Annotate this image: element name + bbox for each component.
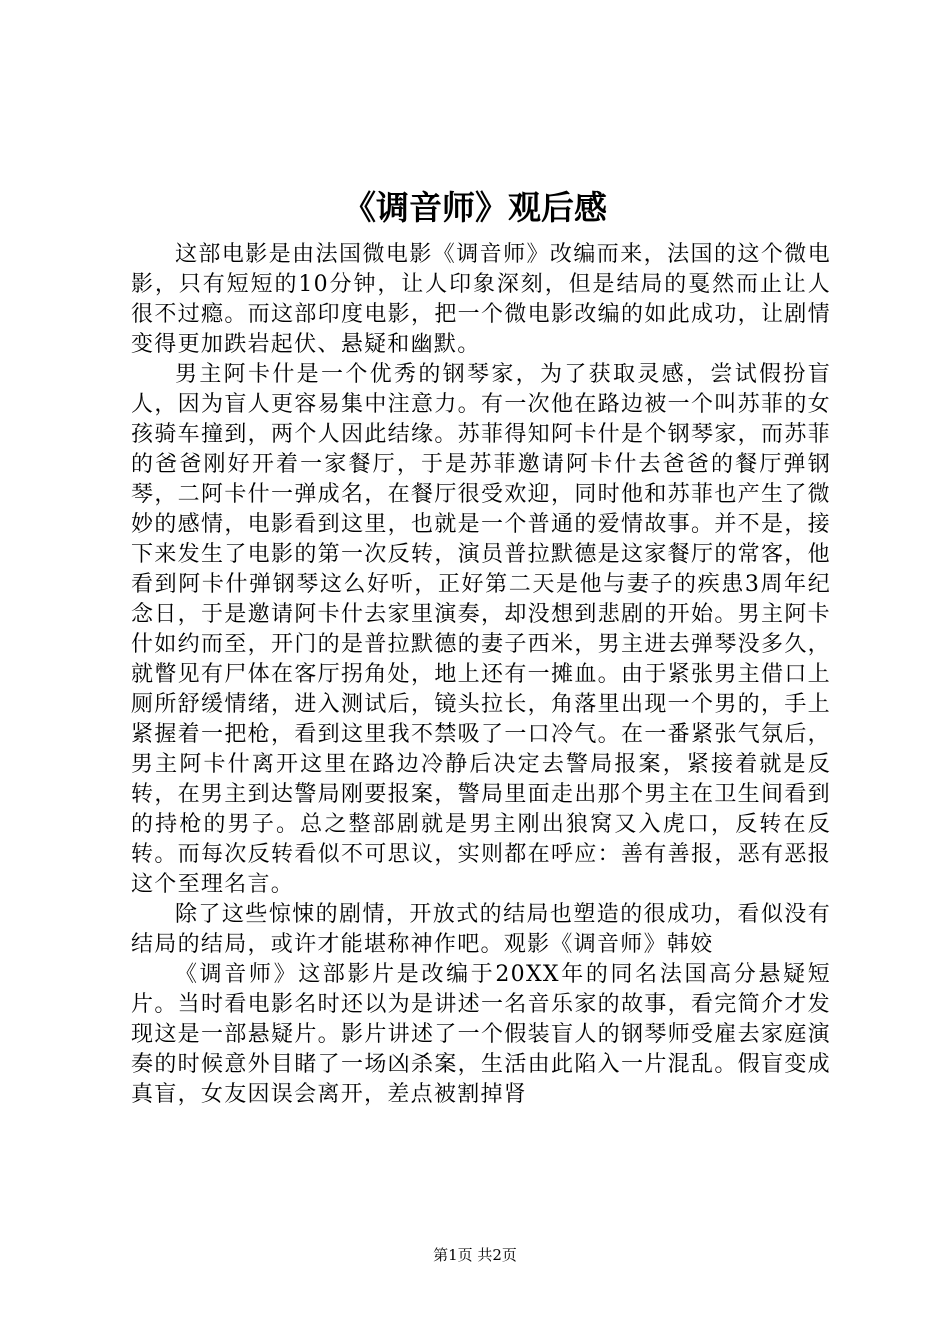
document-body [131, 240, 831, 1110]
paragraph-3: 除了这些惊悚的剧情，开放式的结局也塑造的很成功，看似没有结局的结局，或许才能堪称神作吧。观影《调音师》韩姣 [131, 902, 831, 957]
paragraph-1: 这部电影是由法国微电影《调音师》改编而来，法国的这个微电影，只有短短的10分钟，让人印象深刻，但是结局的戛然而止让人很不过瘾。而这部印度电影，把一个微电影改编的如此成功，让剧情变得更加跌岩起伏、悬疑和幽默。 [131, 242, 831, 357]
page-footer: 第1页 共2页 [433, 1246, 517, 1264]
paragraph-2: 男主阿卡什是一个优秀的钢琴家，为了获取灵感，尝试假扮盲人，因为盲人更容易集中注意力。有一次他在路边被一个叫苏菲的女孩骑车撞到，两个人因此结缘。苏菲得知阿卡什是个钢琴家，而苏菲的爸爸刚好开着一家餐厅，于是苏菲邀请阿卡什去爸爸的餐厅弹钢琴，二阿卡什一弹成名，在餐厅很受欢迎，同时他和苏菲也产生了微妙的感情，电影看到这里，也就是一个普通的爱情故事。并不是，接下来发生了电影的第一次反转，演员普拉默德是这家餐厅的常客，他看到阿卡什弹钢琴这么好听，正好第二天是他与妻子的疾患3周年纪念日，于是邀请阿卡什去家里演奏，却没想到悲剧的开始。男主阿卡什如约而至，开门的是普拉默德的妻子西米，男主进去弹琴没多久，就瞥见有尸体在客厅拐角处，地上还有一摊血。由于紧张男主借口上厕所舒缓情绪，进入测试后，镜头拉长，角落里出现一个男的，手上紧握着一把枪，看到这里我不禁吸了一口冷气。在一番紧张气氛后，男主阿卡什离开这里在路边冷静后决定去警局报案，紧接着就是反转，在男主到达警局刚要报案，警局里面走出那个男主在卫生间看到的持枪的男子。总之整部剧就是男主刚出狼窝又入虎口，反转在反转。而每次反转看似不可思议，实则都在呼应：善有善报，恶有恶报这个至理名言。 [131, 362, 831, 897]
paragraph-4: 《调音师》这部影片是改编于20XX年的同名法国高分悬疑短片。当时看电影名时还以为是讲述一名音乐家的故事，看完简介才发现这是一部悬疑片。影片讲述了一个假装盲人的钢琴师受雇去家庭演奏的时候意外目睹了一场凶杀案，生活由此陷入一片混乱。假盲变成真盲，女友因误会离开，差点被割掉肾 [131, 962, 831, 1107]
document-title: 《调音师》观后感 [343, 188, 607, 227]
